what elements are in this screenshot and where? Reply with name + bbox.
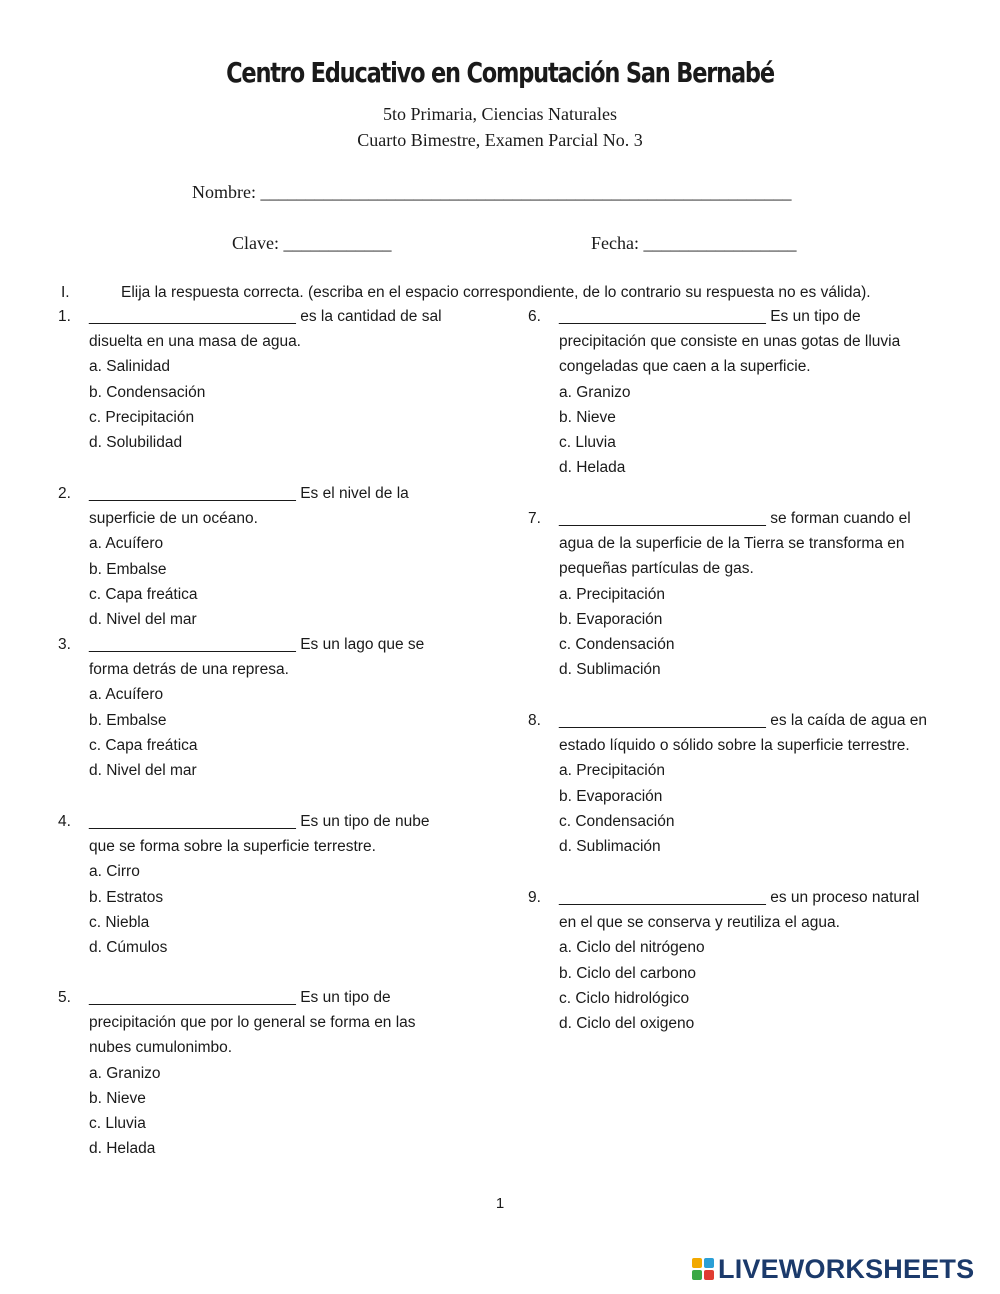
question-stem-cont: forma detrás de una represa. xyxy=(89,661,289,679)
question-stem-cont: estado líquido o sólido sobre la superficie terrestre. xyxy=(559,737,910,755)
question-stem-cont: que se forma sobre la superficie terrestre. xyxy=(89,838,376,856)
question-stem-cont: agua de la superficie de la Tierra se transforma en xyxy=(559,535,905,553)
question-stem-cont: precipitación que por lo general se forma en las xyxy=(89,1014,416,1032)
question-number: 9. xyxy=(528,889,541,906)
question-5 xyxy=(58,985,416,1161)
option-d: d. Helada xyxy=(559,459,626,477)
liveworksheets-logo-icon xyxy=(692,1258,714,1280)
option-d: d. Ciclo del oxigeno xyxy=(559,1014,695,1032)
page-number: 1 xyxy=(495,1195,505,1212)
question-stem-cont: pequeñas partículas de gas. xyxy=(559,560,754,578)
instructions-numeral: I. xyxy=(61,284,70,301)
question-number: 2. xyxy=(58,485,71,502)
exam-subtitle: Cuarto Bimestre, Examen Parcial No. 3 xyxy=(357,130,643,150)
question-stem-cont: en el que se conserva y reutiliza el agua. xyxy=(559,914,840,932)
question-stem[interactable]: ________________________ es la cantidad de sal xyxy=(89,308,442,325)
option-b: b. Embalse xyxy=(89,560,167,578)
question-number: 7. xyxy=(528,510,541,527)
option-b: b. Nieve xyxy=(559,408,616,426)
question-2 xyxy=(58,481,409,632)
question-6 xyxy=(528,304,901,480)
option-d: d. Solubilidad xyxy=(89,433,183,451)
option-c: c. Lluvia xyxy=(89,1114,146,1132)
question-stem[interactable]: ________________________ Es un tipo de xyxy=(559,308,861,325)
option-c: c. Capa freática xyxy=(89,585,198,603)
question-stem[interactable]: ________________________ Es un tipo de xyxy=(89,989,391,1006)
option-d: d. Nivel del mar xyxy=(89,761,197,779)
option-a: a. Granizo xyxy=(559,383,631,401)
option-d: d. Sublimación xyxy=(559,661,661,679)
option-a: a. Acuífero xyxy=(89,535,164,553)
instructions-text: Elija la respuesta correcta. (escriba en el espacio correspondiente, de lo contrario su respuesta no es válida). xyxy=(121,284,871,301)
option-d: d. Cúmulos xyxy=(89,938,168,956)
option-c: c. Niebla xyxy=(89,913,150,931)
question-number: 8. xyxy=(528,712,541,729)
question-stem[interactable]: ________________________ Es un lago que se xyxy=(89,636,425,653)
option-a: a. Ciclo del nitrógeno xyxy=(559,939,705,957)
option-b: b. Nieve xyxy=(89,1089,146,1107)
option-c: c. Ciclo hidrológico xyxy=(559,989,690,1007)
option-c: c. Lluvia xyxy=(559,433,616,451)
question-number: 6. xyxy=(528,308,541,325)
question-7 xyxy=(528,506,911,682)
option-c: c. Condensación xyxy=(559,812,675,830)
question-8 xyxy=(528,708,928,859)
option-c: c. Condensación xyxy=(559,635,675,653)
question-stem-cont: precipitación que consiste en unas gotas de lluvia xyxy=(559,333,901,351)
question-9 xyxy=(528,885,920,1036)
question-stem-cont: nubes cumulonimbo. xyxy=(89,1039,233,1057)
question-number: 1. xyxy=(58,308,71,325)
option-a: a. Precipitación xyxy=(559,762,665,780)
question-stem[interactable]: ________________________ es un proceso natural xyxy=(559,889,920,906)
option-b: b. Ciclo del carbono xyxy=(559,964,696,982)
liveworksheets-logo[interactable] xyxy=(692,1254,974,1284)
question-stem-cont: congeladas que caen a la superficie. xyxy=(559,358,811,376)
question-1 xyxy=(58,304,442,455)
question-number: 3. xyxy=(58,636,71,653)
option-b: b. Evaporación xyxy=(559,787,663,805)
question-stem[interactable]: ________________________ Es un tipo de nube xyxy=(89,813,430,830)
option-b: b. Evaporación xyxy=(559,610,663,628)
option-c: c. Capa freática xyxy=(89,736,198,754)
option-d: d. Helada xyxy=(89,1140,156,1158)
question-stem-cont: disuelta en una masa de agua. xyxy=(89,333,301,351)
date-field[interactable]: Fecha: _________________ xyxy=(591,233,797,253)
option-a: a. Acuífero xyxy=(89,686,164,704)
question-number: 4. xyxy=(58,813,71,830)
question-stem-cont: superficie de un océano. xyxy=(89,510,258,528)
question-stem[interactable]: ________________________ se forman cuando el xyxy=(559,510,911,527)
grade-subtitle: 5to Primaria, Ciencias Naturales xyxy=(383,104,617,124)
question-number: 5. xyxy=(58,989,71,1006)
name-field[interactable]: Nombre: ___________________________________________________________ xyxy=(192,182,792,202)
option-a: a. Precipitación xyxy=(559,585,665,603)
option-a: a. Cirro xyxy=(89,863,140,881)
question-3 xyxy=(58,632,425,783)
brand-wordmark: LIVEWORKSHEETS xyxy=(718,1253,975,1284)
question-stem[interactable]: ________________________ es la caída de agua en xyxy=(559,712,928,729)
option-b: b. Embalse xyxy=(89,711,167,729)
option-b: b. Condensación xyxy=(89,383,206,401)
key-field[interactable]: Clave: ____________ xyxy=(232,233,392,253)
option-a: a. Salinidad xyxy=(89,358,171,376)
option-b: b. Estratos xyxy=(89,888,164,906)
option-d: d. Nivel del mar xyxy=(89,610,197,628)
school-title: Centro Educativo en Computación San Bernabé xyxy=(226,56,774,89)
option-d: d. Sublimación xyxy=(559,837,661,855)
option-a: a. Granizo xyxy=(89,1064,161,1082)
question-stem[interactable]: ________________________ Es el nivel de la xyxy=(89,485,409,502)
question-4 xyxy=(58,809,430,960)
option-c: c. Precipitación xyxy=(89,408,195,426)
